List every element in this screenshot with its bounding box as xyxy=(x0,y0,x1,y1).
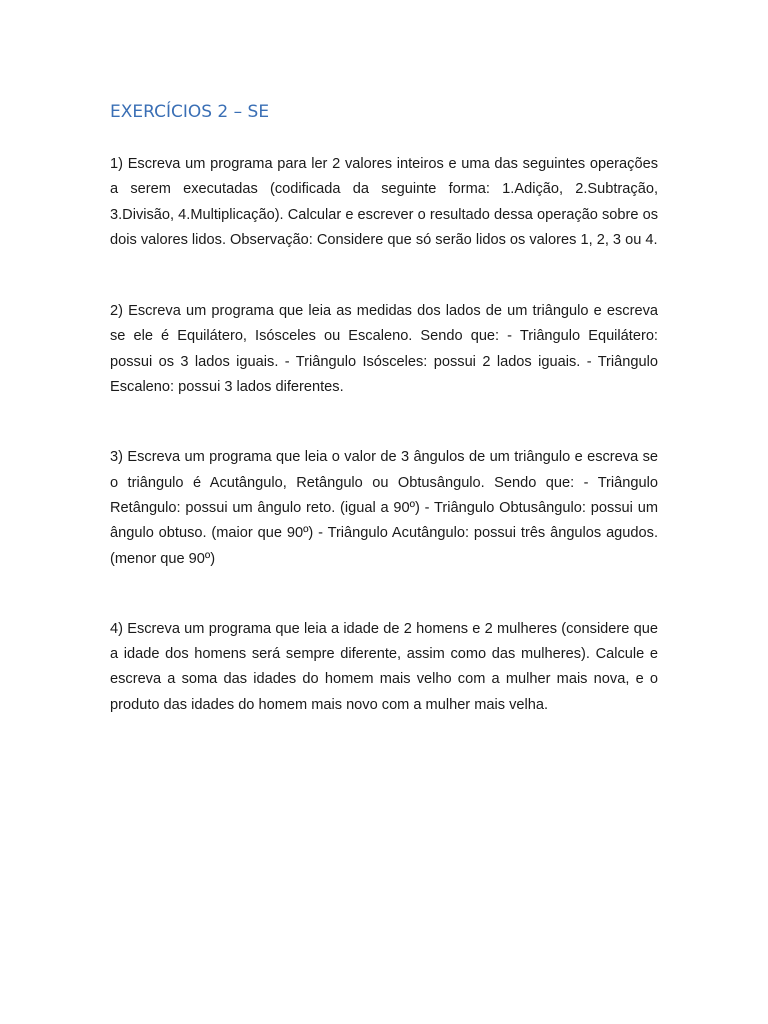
exercise-2: 2) Escreva um programa que leia as medidas dos lados de um triângulo e escreva se ele é Equilátero, Isósceles ou Escaleno. Sendo que: - Triângulo Equilátero: possui os 3 lados iguais. - Triângulo Isósceles: possui 2 lados iguais. - Triângulo Escaleno: possui 3 lados diferentes. xyxy=(110,303,658,396)
exercise-1: 1) Escreva um programa para ler 2 valores inteiros e uma das seguintes operações a serem executadas (codificada da seguinte forma: 1.Adição, 2.Subtração, 3.Divisão, 4.Multiplicação). Calcular e escrever o resultado dessa operação sobre os dois valores lidos. Observação: Considere que só serão lidos os valores 1, 2, 3 ou 4. xyxy=(110,156,658,248)
document-title: EXERCÍCIOS 2 – SE xyxy=(110,102,270,122)
document-page xyxy=(110,98,658,718)
exercise-4: 4) Escreva um programa que leia a idade de 2 homens e 2 mulheres (considere que a idade dos homens será sempre diferente, assim como das mulheres). Calcule e escreva a soma das idades do homem mais velho com a mulher mais nova, e o produto das idades do homem mais novo com a mulher mais velha. xyxy=(110,620,658,713)
exercise-3: 3) Escreva um programa que leia o valor de 3 ângulos de um triângulo e escreva se o triângulo é Acutângulo, Retângulo ou Obtusângulo. Sendo que: - Triângulo Retângulo: possui um ângulo reto. (igual a 90º) - Triângulo Obtusângulo: possui um ângulo obtuso. (maior que 90º) - Triângulo Acutângulo: possui três ângulos agudos. (menor que 90º) xyxy=(110,449,658,567)
